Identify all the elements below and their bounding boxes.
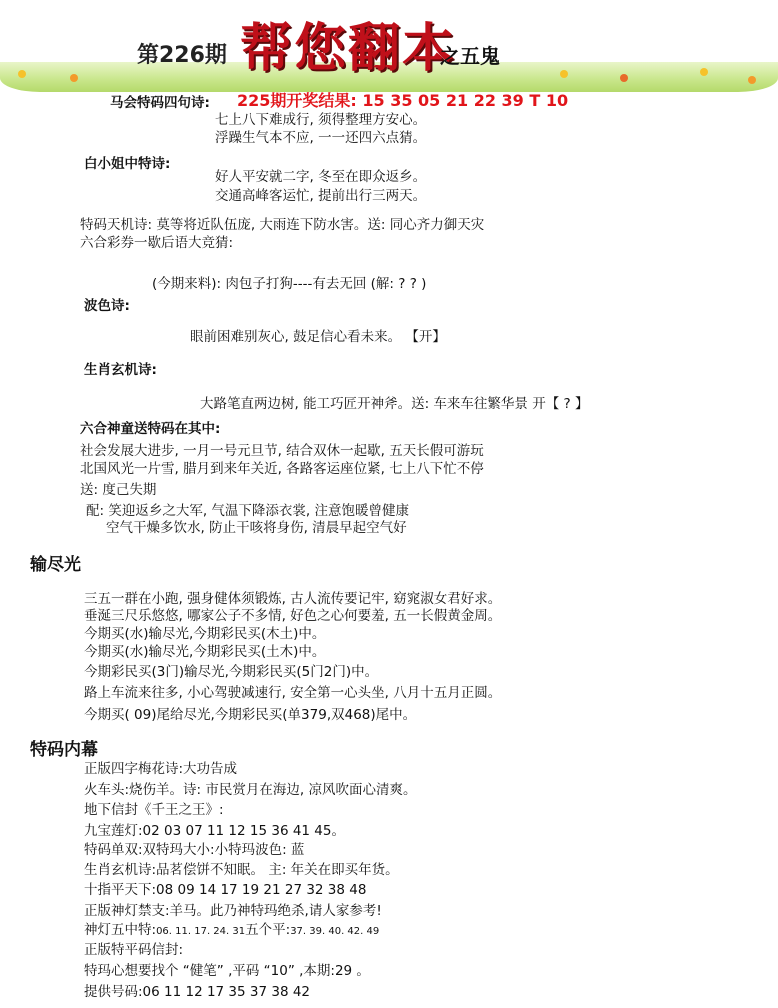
- draw-result: 225期开奖结果: 15 35 05 21 22 39 T 10: [237, 91, 569, 110]
- neimu-line8: 正版神灯禁支:羊马。此乃神特玛绝杀,请人家参考!: [84, 903, 382, 919]
- poem1-line1: 七上八下难成行, 须得整理方安心。: [215, 112, 427, 128]
- neimu-line5: 特码单双:双特玛大小:小特玛波色: 蓝: [84, 842, 305, 858]
- neimu-line9-label2: 五个平:: [245, 922, 291, 938]
- header-banner: [0, 0, 778, 96]
- issue-number: 第226期: [137, 43, 227, 68]
- neimu-line9-nums2: 37. 39. 40. 42. 49: [290, 926, 380, 937]
- shentong-label: 六合神童送特码在其中:: [80, 421, 221, 437]
- riddle-line: (今期来料): 肉包子打狗----有去无回 (解: ? ? ): [152, 276, 427, 292]
- shujinguang-line1: 三五一群在小跑, 强身健体须锻炼, 古人流传要记牢, 窈窕淑女君好求。: [84, 591, 502, 607]
- shentong-line1: 社会发展大进步, 一月一号元旦节, 结合双休一起歇, 五天长假可游玩: [80, 443, 484, 459]
- logo-subtitle: 之五鬼: [440, 44, 500, 68]
- neimu-line6: 生肖玄机诗:品茗偿饼不知眠。 主: 年关在即买年货。: [84, 862, 399, 878]
- riddle-label: 六合彩券一歇后语大竞猜:: [80, 235, 234, 251]
- poem2-line2: 交通高峰客运忙, 提前出行三两天。: [215, 188, 427, 204]
- neimu-line7: 十指平天下:08 09 14 17 19 21 27 32 38 48: [84, 882, 367, 898]
- neimu-line10: 正版特平码信封:: [84, 942, 184, 958]
- neimu-line9-label1: 神灯五中特:: [84, 922, 157, 938]
- bose-label: 波色诗:: [84, 298, 130, 314]
- poem1-line2: 浮躁生气本不应, 一一还四六点猜。: [215, 130, 427, 146]
- shentong-line2: 北国风光一片雪, 腊月到来年关近, 各路客运座位紧, 七上八下忙不停: [80, 461, 484, 477]
- neimu-line3: 地下信封《千王之王》:: [84, 802, 224, 818]
- shengxiao-label: 生肖玄机诗:: [84, 362, 157, 378]
- bose-line: 眼前困难别灰心, 鼓足信心看未来。 【开】: [190, 329, 446, 345]
- shujinguang-line6: 路上车流来往多, 小心驾驶减速行, 安全第一心头坐, 八月十五月正圆。: [84, 685, 502, 701]
- neimu-line9-nums1: 06. 11. 17. 24. 31: [156, 926, 246, 937]
- shujinguang-line4: 今期买(水)输尽光,今期彩民买(土木)中。: [84, 644, 326, 660]
- shentong-song: 送: 度己失期: [80, 482, 157, 498]
- shujinguang-line3: 今期买(水)输尽光,今期彩民买(木土)中。: [84, 626, 326, 642]
- shujinguang-line7: 今期买( 09)尾给尽光,今期彩民买(单379,双468)尾中。: [84, 707, 417, 723]
- poem2-line1: 好人平安就二字, 冬至在即众返乡。: [215, 169, 427, 185]
- neimu-line2: 火车头:烧伤羊。诗: 市民赏月在海边, 凉风吹面心清爽。: [84, 782, 417, 798]
- neimu-line11: 特玛心想要找个 “健笔” ,平码 “10” ,本期:29 。: [84, 963, 370, 979]
- poem2-label: 白小姐中特诗:: [84, 156, 171, 172]
- tianji-poem: 特码天机诗: 莫等将近队伍庞, 大雨连下防水害。送: 同心齐力御天灾: [80, 217, 485, 233]
- shujinguang-title: 输尽光: [30, 555, 81, 575]
- neimu-title: 特码内幕: [30, 740, 98, 760]
- shengxiao-line: 大路笔直两边树, 能工巧匠开神斧。送: 车来车往繁华景 开【 ? 】: [200, 396, 589, 412]
- neimu-line4: 九宝莲灯:02 03 07 11 12 15 36 41 45。: [84, 823, 345, 839]
- shentong-pei1: 配: 笑迎返乡之大军, 气温下降添衣裳, 注意饱暖曾健康: [86, 503, 410, 519]
- shentong-pei2: 空气干燥多饮水, 防止干咳将身伤, 清晨早起空气好: [106, 520, 407, 536]
- neimu-line9: [84, 921, 379, 941]
- poem1-label: 马会特码四句诗:: [110, 95, 210, 111]
- shujinguang-line5: 今期彩民买(3门)输尽光,今期彩民买(5门2门)中。: [84, 664, 379, 680]
- neimu-line1: 正版四字梅花诗:大功告成: [84, 761, 238, 777]
- shujinguang-line2: 垂涎三尺乐悠悠, 哪家公子不多情, 好色之心何要羞, 五一长假黄金周。: [84, 608, 502, 624]
- neimu-line12: 提供号码:06 11 12 17 35 37 38 42: [84, 984, 311, 1000]
- site-logo: 帮您翻本: [240, 18, 457, 79]
